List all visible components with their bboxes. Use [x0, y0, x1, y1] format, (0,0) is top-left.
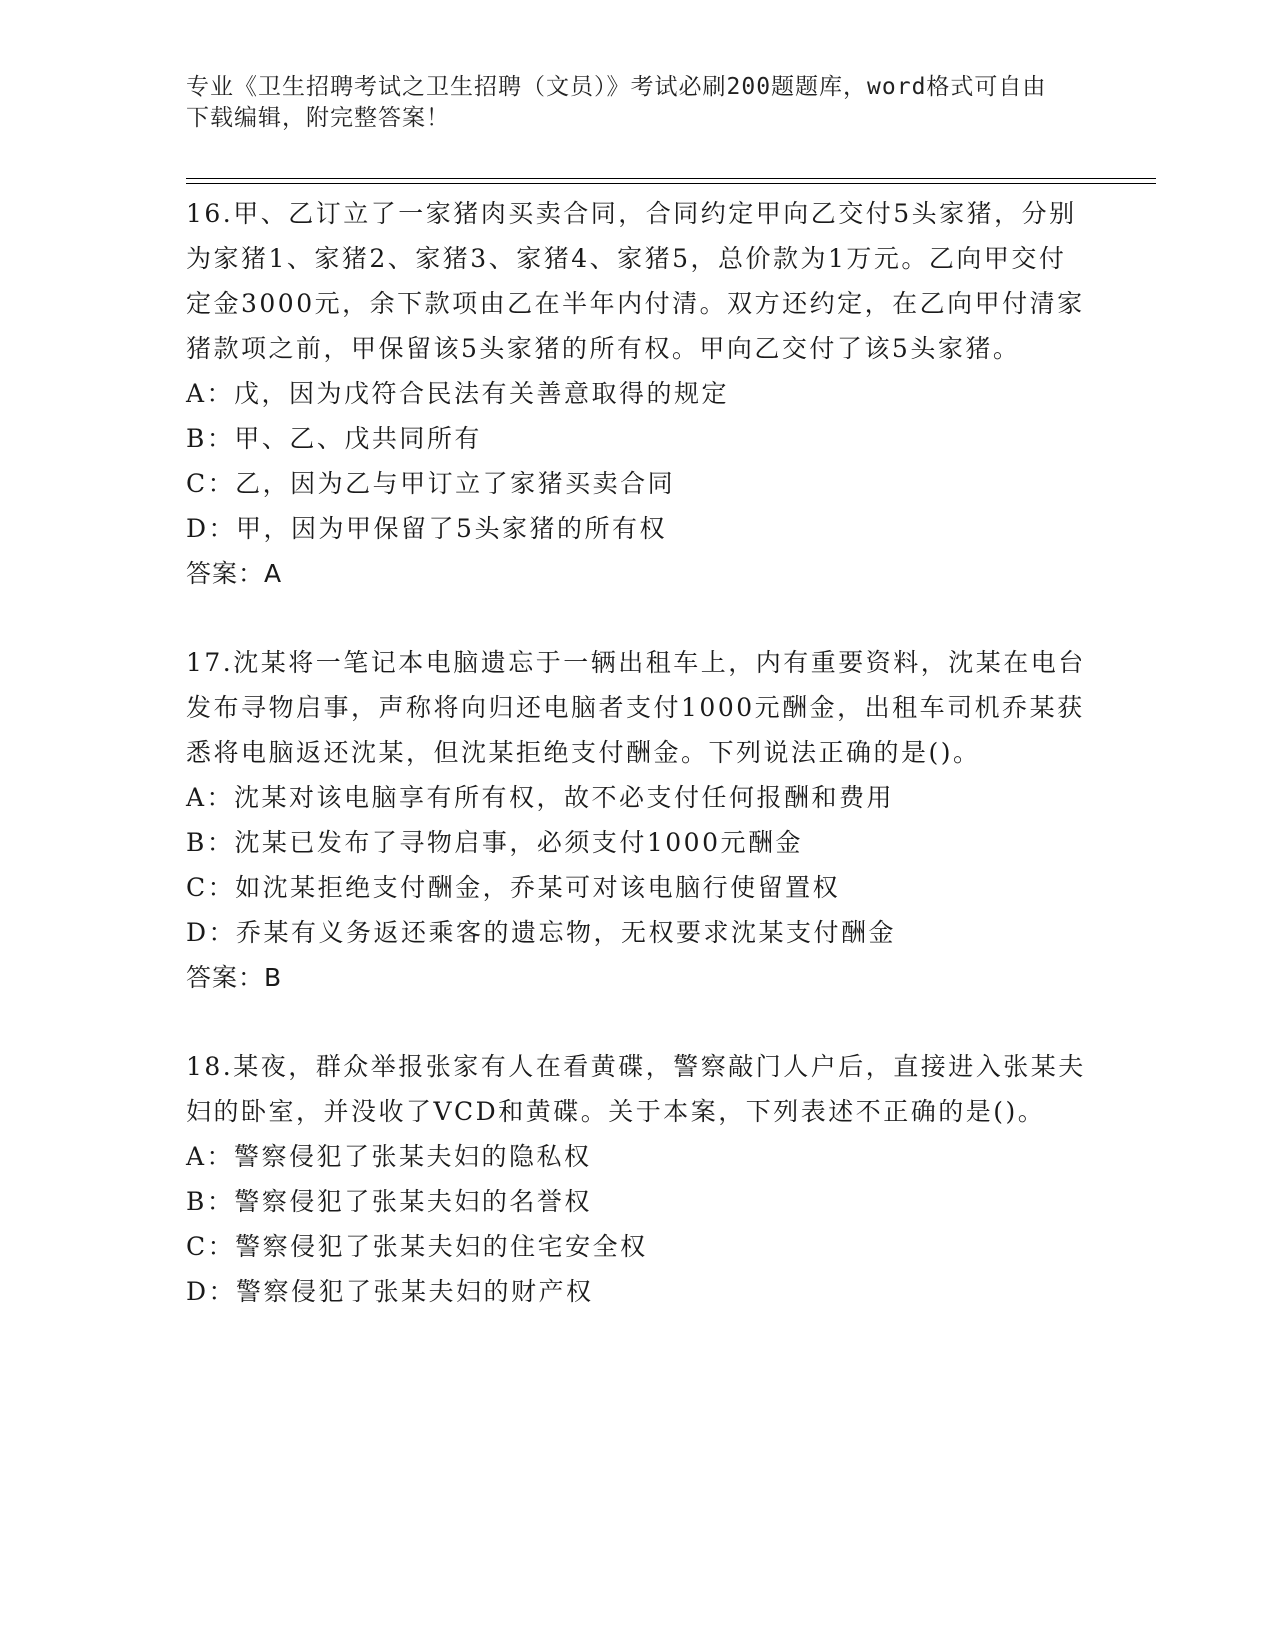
- option-d: D：乔某有义务返还乘客的遗忘物，无权要求沈某支付酬金: [186, 918, 897, 947]
- option-b: B：沈某已发布了寻物启事，必须支付1000元酬金: [186, 828, 803, 857]
- question-list: [186, 191, 1086, 1358]
- question-stem: 17.沈某将一笔记本电脑遗忘于一辆出租车上，内有重要资料，沈某在电台发布寻物启事，声称将向归还电脑者支付1000元酬金，出租车司机乔某获悉将电脑返还沈某，但沈某拒绝支付酬金。下列说法正确的是()。: [186, 648, 1086, 767]
- option-a: A：警察侵犯了张某夫妇的隐私权: [186, 1142, 592, 1171]
- question-16: [186, 191, 1086, 596]
- option-c: C：如沈某拒绝支付酬金，乔某可对该电脑行使留置权: [186, 873, 841, 902]
- answer-line: 答案：B: [186, 963, 283, 992]
- option-c: C：乙，因为乙与甲订立了家猪买卖合同: [186, 469, 676, 498]
- option-c: C：警察侵犯了张某夫妇的住宅安全权: [186, 1232, 648, 1261]
- option-b: B：甲、乙、戊共同所有: [186, 424, 482, 453]
- header-divider-top: [186, 178, 1156, 179]
- option-d: D：甲，因为甲保留了5头家猪的所有权: [186, 514, 667, 543]
- option-a: A：戊，因为戊符合民法有关善意取得的规定: [186, 379, 730, 408]
- question-stem: 18.某夜，群众举报张家有人在看黄碟，警察敲门人户后，直接进入张某夫妇的卧室，并没收了VCD和黄碟。关于本案，下列表述不正确的是()。: [186, 1052, 1086, 1126]
- question-stem: 16.甲、乙订立了一家猪肉买卖合同，合同约定甲向乙交付5头家猪，分别为家猪1、家猪2、家猪3、家猪4、家猪5，总价款为1万元。乙向甲交付定金3000元，余下款项由乙在半年内付清。双方还约定，在乙向甲付清家猪款项之前，甲保留该5头家猪的所有权。甲向乙交付了该5头家猪。: [186, 199, 1085, 363]
- option-d: D：警察侵犯了张某夫妇的财产权: [186, 1277, 594, 1306]
- answer-line: 答案：A: [186, 559, 283, 588]
- document-header: 专业《卫生招聘考试之卫生招聘（文员）》考试必刷200题题库，word格式可自由下载编辑，附完整答案！: [186, 74, 1047, 131]
- header-divider-bottom: [186, 183, 1156, 184]
- question-17: [186, 640, 1086, 1000]
- option-a: A：沈某对该电脑享有所有权，故不必支付任何报酬和费用: [186, 783, 895, 812]
- question-18: [186, 1044, 1086, 1314]
- option-b: B：警察侵犯了张某夫妇的名誉权: [186, 1187, 592, 1216]
